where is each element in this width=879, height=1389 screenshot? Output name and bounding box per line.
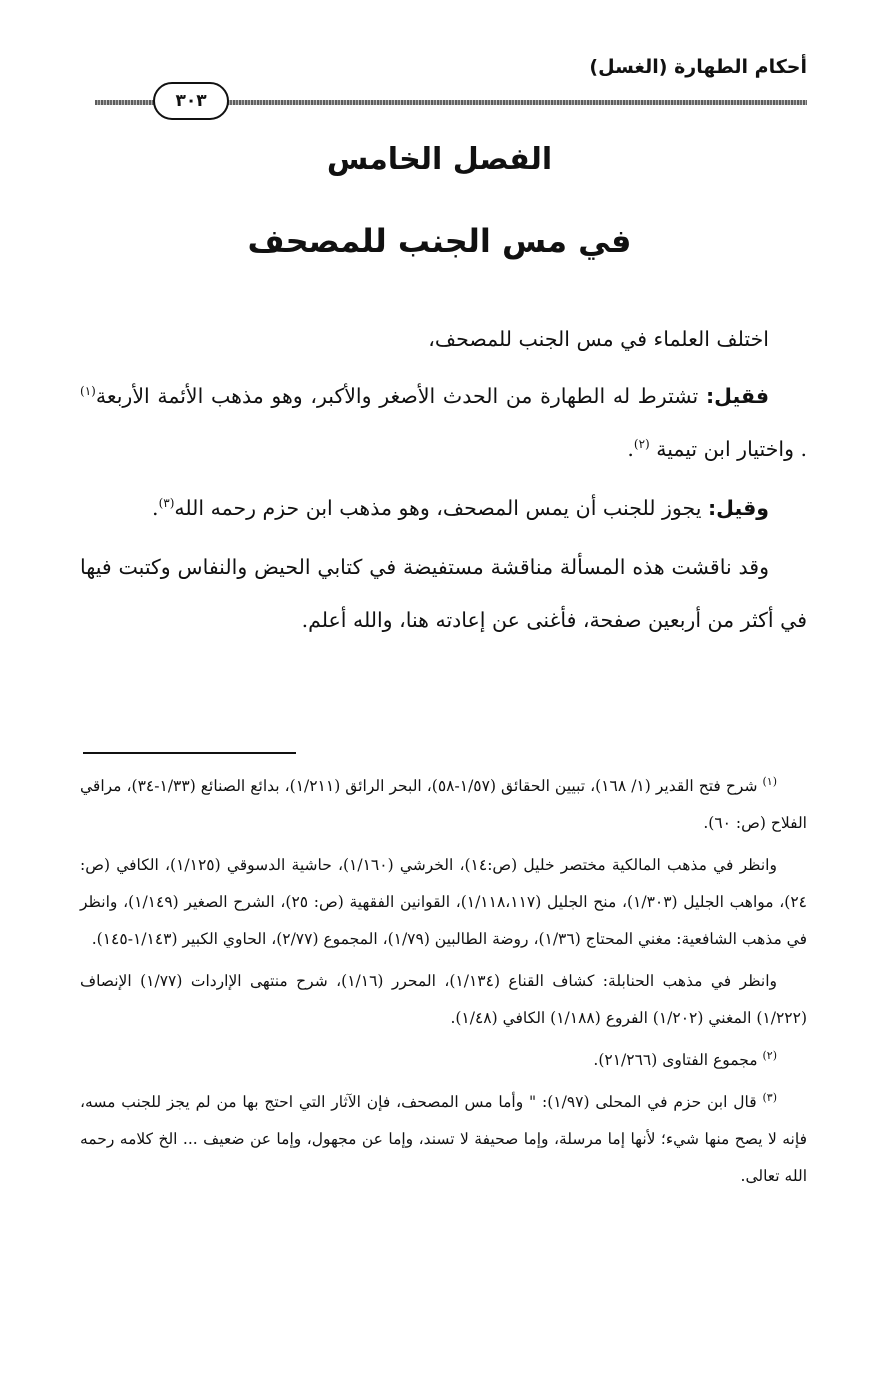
- page-number: ٣٠٣: [175, 91, 207, 111]
- footnote-3-text: قال ابن حزم في المحلى (١/٩٧): " وأما مس المصحف، فإن الآثار التي احتج بها من لم يجز للجنب مسه، فإنه لا يصح منها شيء؛ لأنها إما مرسلة، وإما صحيفة لا تسند، وإما عن مجهول، وإما عن ضعيف ... الخ كلامه رحمه الله تعالى.: [80, 1093, 807, 1185]
- chapter-title: الفصل الخامس: [326, 142, 553, 177]
- footnote-1-mark: (١): [762, 774, 777, 788]
- footnote-3-mark: (٣): [762, 1090, 777, 1104]
- opinion-1-lead: فقيل:: [705, 384, 769, 408]
- footnotes: [80, 768, 807, 1200]
- body-text: [80, 313, 807, 653]
- opinion-1-end: .: [627, 437, 634, 461]
- footnote-1-maliki: وانظر في مذهب المالكية مختصر خليل (ص:١٤)، الخرشي (١/١٦٠)، حاشية الدسوقي (١/١٢٥)، الكافي (ص: ٢٤)، مواهب الجليل (١/٣٠٣)، منح الجليل (١/١١٨،١١٧)، القوانين الفقهية (ص: ٢٥)، الشرح الصغير (١/١٤٩)، وانظر في مذهب الشافعية: مغني المحتاج (١/٣٦)، روضة الطالبين (١/٧٩)، المجموع (٢/٧٧)، الحاوي الكبير (١/١٤٣-١٤٥).: [80, 856, 807, 948]
- intro-paragraph: اختلف العلماء في مس الجنب للمصحف،: [428, 327, 769, 351]
- opinion-2-end: .: [152, 496, 159, 520]
- running-header-title: أحكام الطهارة (الغسل): [589, 56, 807, 78]
- footnote-1-hanbali: وانظر في مذهب الحنابلة: كشاف القناع (١/١٣٤)، المحرر (١/١٦)، شرح منتهى الإاردات (١/٧٧) الإنصاف (١/٢٢٢) المغني (١/٢٠٢) الفروع (١/١٨٨) الكافي (١/٤٨).: [80, 972, 807, 1027]
- footnote-2: [80, 1042, 807, 1079]
- paragraph-opinion-1: [80, 370, 807, 476]
- opinion-2-text: يجوز للجنب أن يمس المصحف، وهو مذهب ابن حزم رحمه الله: [174, 496, 708, 520]
- footnote-3: [80, 1084, 807, 1195]
- footnote-1-text: شرح فتح القدير (١/ ١٦٨)، تبيين الحقائق (١/٥٧-٥٨)، البحر الرائق (١/٢١١)، بدائع الصنائع (١/٣٣-٣٤)، مراقي الفلاح (ص: ٦٠).: [80, 777, 807, 832]
- opinion-1-text: تشترط له الطهارة من الحدث الأصغر والأكبر، وهو مذهب الأئمة الأربعة: [95, 384, 706, 408]
- footnote-2-text: مجموع الفتاوى (٢١/٢٦٦).: [593, 1051, 763, 1069]
- footnote-1: [80, 768, 807, 842]
- footnote-ref-2[interactable]: (٢): [633, 437, 650, 452]
- footnote-2-mark: (٢): [762, 1048, 777, 1062]
- opinion-2-lead: وقيل:: [707, 496, 769, 520]
- page-number-badge: [153, 82, 229, 120]
- footnote-ref-3[interactable]: (٣): [158, 496, 175, 511]
- opinion-1-text-2: . واختيار ابن تيمية: [649, 437, 807, 461]
- footnote-ref-1[interactable]: (١): [80, 384, 96, 399]
- section-title: في مس الجنب للمصحف: [247, 222, 632, 260]
- footnote-separator: [83, 752, 296, 754]
- paragraph-opinion-2: [80, 482, 807, 535]
- closing-paragraph: وقد ناقشت هذه المسألة مناقشة مستفيضة في كتابي الحيض والنفاس وكتبت فيها في أكثر من أربعين صفحة، فأغنى عن إعادته هنا، والله أعلم.: [80, 555, 807, 632]
